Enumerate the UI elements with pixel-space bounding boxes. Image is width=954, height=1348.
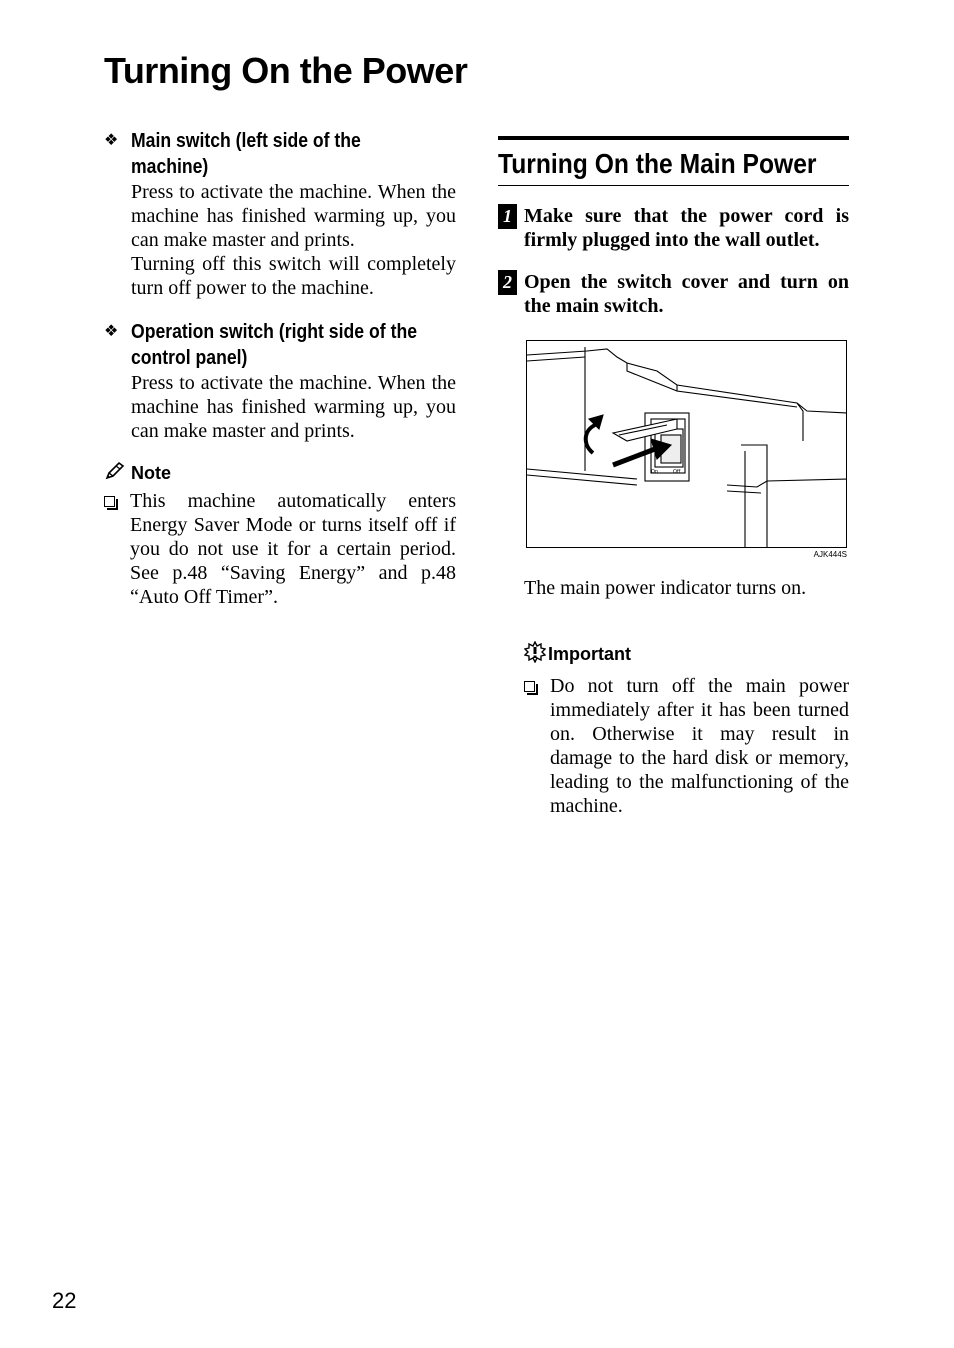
note-item <box>104 489 456 609</box>
step-1-text: Make sure that the power cord is firmly plugged into the wall outlet. <box>524 205 849 251</box>
important-icon <box>524 641 546 668</box>
page-title: Turning On the Power <box>104 50 468 91</box>
important-label: Important <box>548 643 631 664</box>
main-switch-text-1: Press to activate the machine. When the machine has finished warming up, you can make master and prints. <box>131 181 456 251</box>
right-column <box>498 136 849 817</box>
note-header <box>104 461 456 485</box>
step-2 <box>498 270 849 318</box>
important-header <box>524 642 631 666</box>
step-number-1: 1 <box>498 204 517 229</box>
step-number-2: 2 <box>498 270 517 295</box>
main-switch-title: Main switch (left side of the machine) <box>131 130 361 178</box>
main-switch-text-2: Turning off this switch will completely turn off power to the machine. <box>131 253 456 299</box>
diamond-bullet-icon: ❖ <box>104 132 119 149</box>
diamond-bullet-icon: ❖ <box>104 323 119 340</box>
operation-switch-section <box>104 319 456 443</box>
checkbox-bullet-icon <box>524 681 535 692</box>
operation-switch-title: Operation switch (right side of the control panel) <box>131 321 417 369</box>
section-header <box>498 136 849 186</box>
main-switch-section <box>104 128 456 300</box>
main-switch-illustration <box>526 340 847 548</box>
main-switch-body <box>131 180 456 300</box>
figure-code: AJK444S <box>813 550 847 559</box>
important-item <box>524 674 849 818</box>
note-text: This machine automatically enters Energy Saver Mode or turns itself off if you do not use it for a certain period. See p.48 “Saving Energy” and p.48 “Auto Off Timer”. <box>130 490 456 608</box>
important-text: Do not turn off the main power immediately after it has been turned on. Otherwise it may result in damage to the hard disk or memory, leading to the malfunctioning of the machine. <box>550 675 849 817</box>
switch-off-label: Off <box>673 469 681 475</box>
page-number: 22 <box>52 1288 77 1313</box>
left-column <box>104 128 456 609</box>
result-text: The main power indicator turns on. <box>524 577 807 599</box>
note-label: Note <box>131 462 171 483</box>
checkbox-bullet-icon <box>104 496 115 507</box>
switch-on-label: On <box>651 469 659 475</box>
operation-switch-body: Press to activate the machine. When the machine has finished warming up, you can make master and prints. <box>131 372 456 442</box>
pencil-icon <box>104 461 131 486</box>
step-1 <box>498 204 849 252</box>
section-title: Turning On the Main Power <box>498 148 817 179</box>
step-2-text: Open the switch cover and turn on the main switch. <box>524 271 849 317</box>
